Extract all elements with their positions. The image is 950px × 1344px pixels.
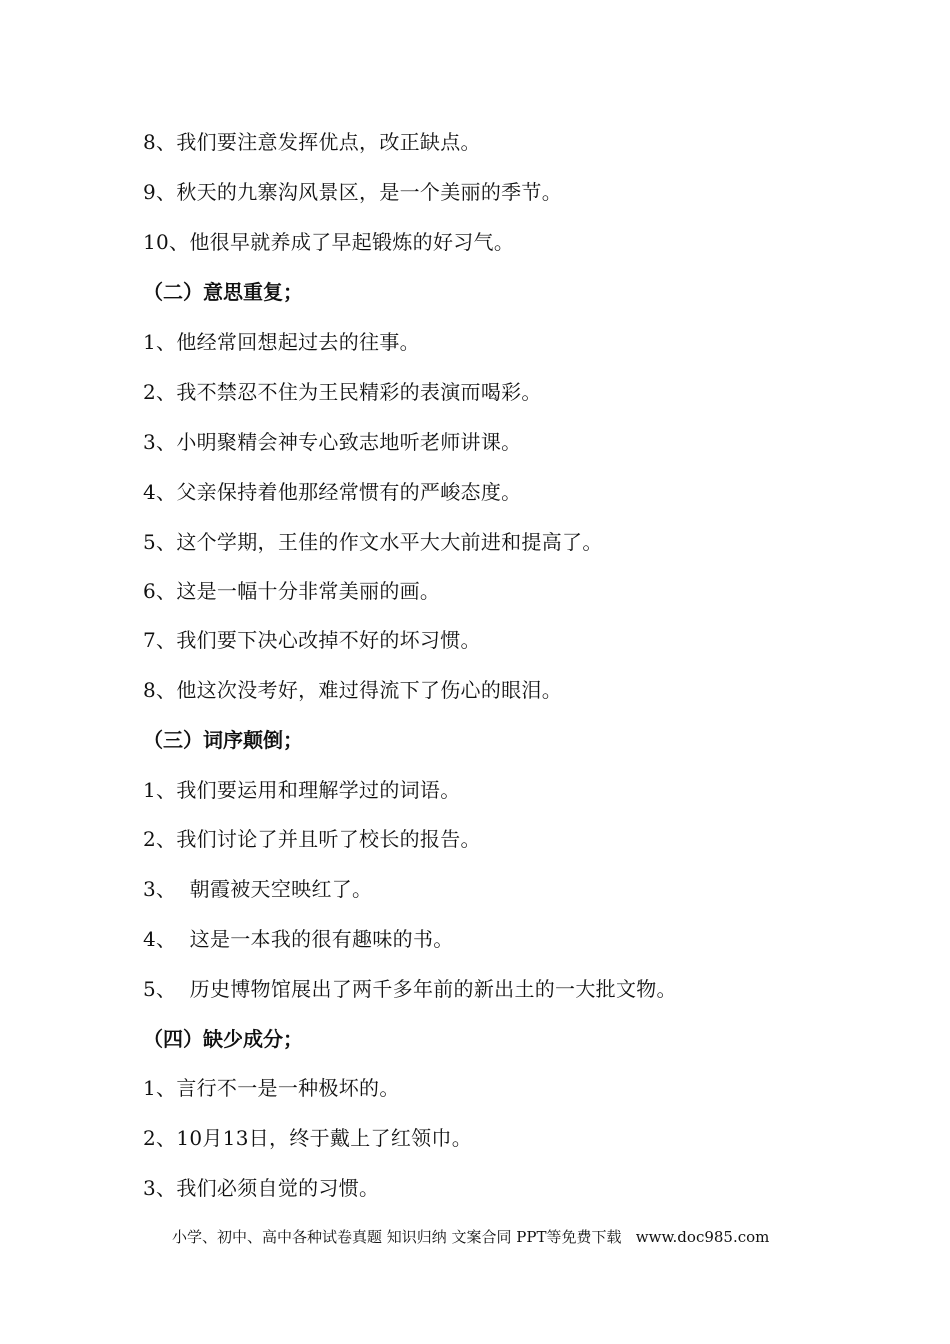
list-item: 2、10月13日，终于戴上了红领巾。 bbox=[143, 1126, 473, 1150]
list-item: 5、 历史博物馆展出了两千多年前的新出土的一大批文物。 bbox=[143, 977, 677, 1001]
list-item: 4、 这是一本我的很有趣味的书。 bbox=[143, 927, 454, 951]
section-heading-word-order: （三）词序颠倒； bbox=[143, 728, 303, 752]
list-item: 6、这是一幅十分非常美丽的画。 bbox=[143, 579, 441, 603]
list-item: 1、他经常回想起过去的往事。 bbox=[143, 330, 420, 354]
list-item: 8、我们要注意发挥优点，改正缺点。 bbox=[143, 130, 481, 154]
section-heading-missing-components: （四）缺少成分； bbox=[143, 1027, 303, 1051]
list-item: 5、这个学期，王佳的作文水平大大前进和提高了。 bbox=[143, 530, 603, 554]
list-item: 9、秋天的九寨沟风景区，是一个美丽的季节。 bbox=[143, 180, 563, 204]
page-footer: 小学、初中、高中各种试卷真题 知识归纳 文案合同 PPT等免费下载 www.doc985.com bbox=[172, 1228, 770, 1246]
section-heading-repetition: （二）意思重复； bbox=[143, 280, 303, 304]
list-item: 1、言行不一是一种极坏的。 bbox=[143, 1076, 400, 1100]
list-item: 7、我们要下决心改掉不好的坏习惯。 bbox=[143, 628, 481, 652]
list-item: 3、小明聚精会神专心致志地听老师讲课。 bbox=[143, 430, 522, 454]
list-item: 8、他这次没考好，难过得流下了伤心的眼泪。 bbox=[143, 678, 563, 702]
list-item: 3、 朝霞被天空映红了。 bbox=[143, 877, 373, 901]
list-item: 3、我们必须自觉的习惯。 bbox=[143, 1176, 380, 1200]
list-item: 2、我不禁忍不住为王民精彩的表演而喝彩。 bbox=[143, 380, 542, 404]
list-item: 10、他很早就养成了早起锻炼的好习气。 bbox=[143, 230, 515, 254]
list-item: 1、我们要运用和理解学过的词语。 bbox=[143, 778, 461, 802]
list-item: 4、父亲保持着他那经常惯有的严峻态度。 bbox=[143, 480, 522, 504]
list-item: 2、我们讨论了并且听了校长的报告。 bbox=[143, 827, 481, 851]
